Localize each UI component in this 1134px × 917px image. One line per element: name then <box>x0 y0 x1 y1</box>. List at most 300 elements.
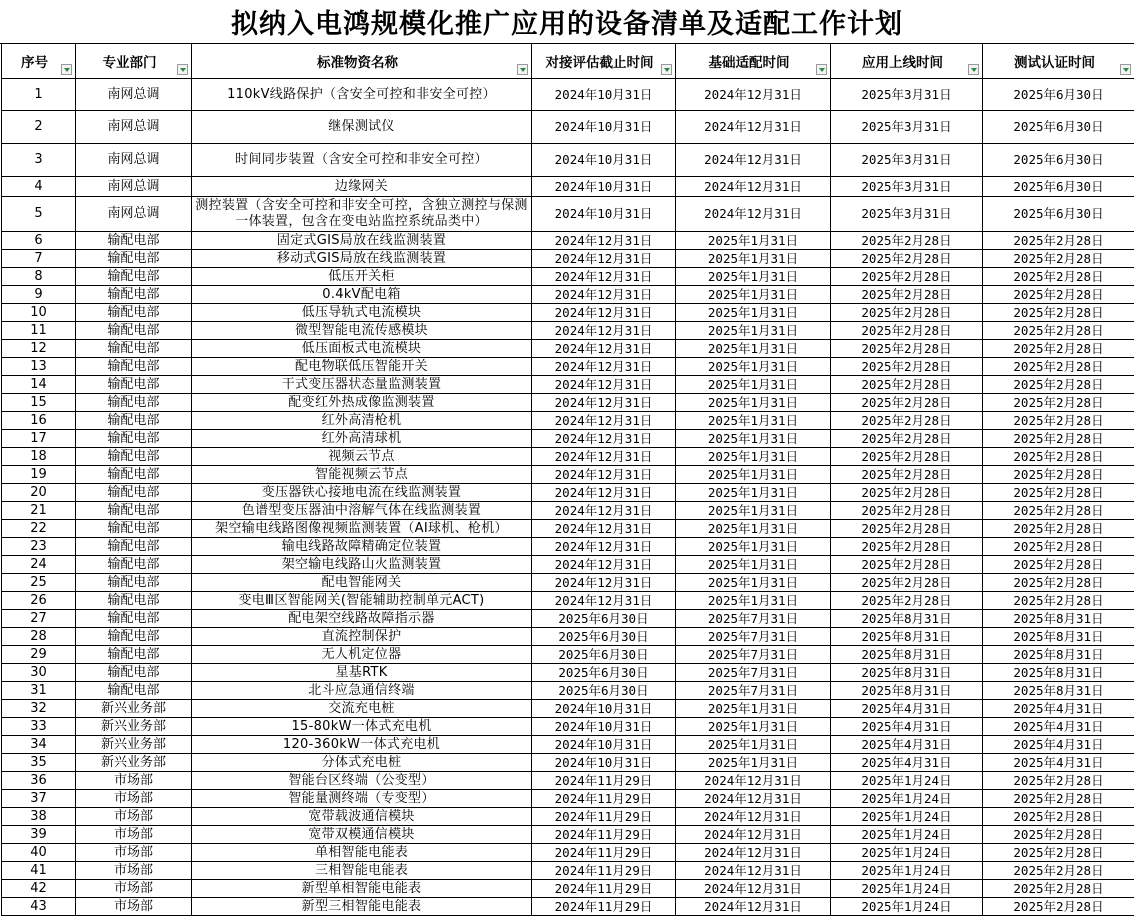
row-number-cell[interactable]: 4 <box>2 177 76 197</box>
adaptation-date-cell[interactable]: 2024年12月31日 <box>676 790 831 808</box>
row-number-cell[interactable]: 11 <box>2 322 76 340</box>
evaluation-deadline-cell[interactable]: 2024年12月31日 <box>532 268 676 286</box>
launch-date-cell[interactable]: 2025年8月31日 <box>831 610 983 628</box>
material-name-cell[interactable]: 宽带双模通信模块 <box>192 826 532 844</box>
launch-date-cell[interactable]: 2025年4月31日 <box>831 754 983 772</box>
material-name-cell[interactable]: 交流充电桩 <box>192 700 532 718</box>
row-number-cell[interactable]: 26 <box>2 592 76 610</box>
department-cell[interactable]: 输配电部 <box>76 610 192 628</box>
adaptation-date-cell[interactable]: 2025年1月31日 <box>676 754 831 772</box>
adaptation-date-cell[interactable]: 2025年7月31日 <box>676 682 831 700</box>
adaptation-date-cell[interactable]: 2025年1月31日 <box>676 394 831 412</box>
material-name-cell[interactable]: 智能量测终端（专变型） <box>192 790 532 808</box>
row-number-cell[interactable]: 34 <box>2 736 76 754</box>
adaptation-date-cell[interactable]: 2025年1月31日 <box>676 322 831 340</box>
adaptation-date-cell[interactable]: 2024年12月31日 <box>676 898 831 916</box>
adaptation-date-cell[interactable]: 2025年1月31日 <box>676 556 831 574</box>
material-name-cell[interactable]: 红外高清球机 <box>192 430 532 448</box>
evaluation-deadline-cell[interactable]: 2024年10月31日 <box>532 700 676 718</box>
material-name-cell[interactable]: 配变红外热成像监测装置 <box>192 394 532 412</box>
adaptation-date-cell[interactable]: 2025年1月31日 <box>676 466 831 484</box>
adaptation-date-cell[interactable]: 2025年7月31日 <box>676 610 831 628</box>
launch-date-cell[interactable]: 2025年2月28日 <box>831 448 983 466</box>
department-cell[interactable]: 输配电部 <box>76 340 192 358</box>
certification-date-cell[interactable]: 2025年2月28日 <box>983 412 1134 430</box>
launch-date-cell[interactable]: 2025年1月24日 <box>831 844 983 862</box>
department-cell[interactable]: 市场部 <box>76 826 192 844</box>
department-cell[interactable]: 市场部 <box>76 880 192 898</box>
row-number-cell[interactable]: 15 <box>2 394 76 412</box>
department-cell[interactable]: 市场部 <box>76 898 192 916</box>
material-name-cell[interactable]: 低压面板式电流模块 <box>192 340 532 358</box>
adaptation-date-cell[interactable]: 2025年1月31日 <box>676 232 831 250</box>
adaptation-date-cell[interactable]: 2025年1月31日 <box>676 376 831 394</box>
department-cell[interactable]: 市场部 <box>76 790 192 808</box>
evaluation-deadline-cell[interactable]: 2024年10月31日 <box>532 197 676 232</box>
department-cell[interactable]: 市场部 <box>76 772 192 790</box>
material-name-cell[interactable]: 红外高清枪机 <box>192 412 532 430</box>
adaptation-date-cell[interactable]: 2024年12月31日 <box>676 808 831 826</box>
launch-date-cell[interactable]: 2025年3月31日 <box>831 197 983 232</box>
filter-dropdown-icon[interactable] <box>61 64 72 75</box>
row-number-cell[interactable]: 25 <box>2 574 76 592</box>
launch-date-cell[interactable]: 2025年4月31日 <box>831 736 983 754</box>
certification-date-cell[interactable]: 2025年6月30日 <box>983 177 1134 197</box>
launch-date-cell[interactable]: 2025年2月28日 <box>831 538 983 556</box>
adaptation-date-cell[interactable]: 2025年1月31日 <box>676 736 831 754</box>
evaluation-deadline-cell[interactable]: 2024年11月29日 <box>532 898 676 916</box>
department-cell[interactable]: 市场部 <box>76 844 192 862</box>
evaluation-deadline-cell[interactable]: 2024年12月31日 <box>532 538 676 556</box>
evaluation-deadline-cell[interactable]: 2024年10月31日 <box>532 754 676 772</box>
evaluation-deadline-cell[interactable]: 2024年12月31日 <box>532 322 676 340</box>
adaptation-date-cell[interactable]: 2025年1月31日 <box>676 268 831 286</box>
certification-date-cell[interactable]: 2025年2月28日 <box>983 268 1134 286</box>
evaluation-deadline-cell[interactable]: 2025年6月30日 <box>532 664 676 682</box>
evaluation-deadline-cell[interactable]: 2025年6月30日 <box>532 628 676 646</box>
launch-date-cell[interactable]: 2025年2月28日 <box>831 520 983 538</box>
row-number-cell[interactable]: 28 <box>2 628 76 646</box>
certification-date-cell[interactable]: 2025年2月28日 <box>983 898 1134 916</box>
row-number-cell[interactable]: 37 <box>2 790 76 808</box>
adaptation-date-cell[interactable]: 2024年12月31日 <box>676 79 831 111</box>
department-cell[interactable]: 输配电部 <box>76 466 192 484</box>
adaptation-date-cell[interactable]: 2025年1月31日 <box>676 574 831 592</box>
evaluation-deadline-cell[interactable]: 2024年11月29日 <box>532 772 676 790</box>
row-number-cell[interactable]: 8 <box>2 268 76 286</box>
department-cell[interactable]: 输配电部 <box>76 430 192 448</box>
launch-date-cell[interactable]: 2025年8月31日 <box>831 646 983 664</box>
material-name-cell[interactable]: 新型单相智能电能表 <box>192 880 532 898</box>
certification-date-cell[interactable]: 2025年4月31日 <box>983 718 1134 736</box>
row-number-cell[interactable]: 22 <box>2 520 76 538</box>
department-cell[interactable]: 南网总调 <box>76 197 192 232</box>
launch-date-cell[interactable]: 2025年1月24日 <box>831 772 983 790</box>
certification-date-cell[interactable]: 2025年8月31日 <box>983 646 1134 664</box>
row-number-cell[interactable]: 39 <box>2 826 76 844</box>
material-name-cell[interactable]: 15-80kW一体式充电机 <box>192 718 532 736</box>
department-cell[interactable]: 新兴业务部 <box>76 736 192 754</box>
certification-date-cell[interactable]: 2025年2月28日 <box>983 538 1134 556</box>
department-cell[interactable]: 输配电部 <box>76 286 192 304</box>
evaluation-deadline-cell[interactable]: 2024年11月29日 <box>532 790 676 808</box>
evaluation-deadline-cell[interactable]: 2024年11月29日 <box>532 862 676 880</box>
certification-date-cell[interactable]: 2025年2月28日 <box>983 772 1134 790</box>
launch-date-cell[interactable]: 2025年3月31日 <box>831 111 983 144</box>
adaptation-date-cell[interactable]: 2024年12月31日 <box>676 826 831 844</box>
certification-date-cell[interactable]: 2025年2月28日 <box>983 502 1134 520</box>
adaptation-date-cell[interactable]: 2024年12月31日 <box>676 862 831 880</box>
launch-date-cell[interactable]: 2025年2月28日 <box>831 250 983 268</box>
certification-date-cell[interactable]: 2025年2月28日 <box>983 322 1134 340</box>
certification-date-cell[interactable]: 2025年2月28日 <box>983 592 1134 610</box>
evaluation-deadline-cell[interactable]: 2024年11月29日 <box>532 826 676 844</box>
material-name-cell[interactable]: 变电Ⅲ区智能网关(智能辅助控制单元ACT) <box>192 592 532 610</box>
department-cell[interactable]: 输配电部 <box>76 664 192 682</box>
row-number-cell[interactable]: 41 <box>2 862 76 880</box>
department-cell[interactable]: 输配电部 <box>76 412 192 430</box>
adaptation-date-cell[interactable]: 2025年1月31日 <box>676 250 831 268</box>
evaluation-deadline-cell[interactable]: 2024年10月31日 <box>532 177 676 197</box>
row-number-cell[interactable]: 19 <box>2 466 76 484</box>
evaluation-deadline-cell[interactable]: 2024年12月31日 <box>532 430 676 448</box>
adaptation-date-cell[interactable]: 2025年1月31日 <box>676 448 831 466</box>
adaptation-date-cell[interactable]: 2025年1月31日 <box>676 502 831 520</box>
material-name-cell[interactable]: 北斗应急通信终端 <box>192 682 532 700</box>
material-name-cell[interactable]: 干式变压器状态量监测装置 <box>192 376 532 394</box>
adaptation-date-cell[interactable]: 2025年1月31日 <box>676 286 831 304</box>
certification-date-cell[interactable]: 2025年2月28日 <box>983 574 1134 592</box>
adaptation-date-cell[interactable]: 2025年1月31日 <box>676 358 831 376</box>
launch-date-cell[interactable]: 2025年1月24日 <box>831 808 983 826</box>
row-number-cell[interactable]: 20 <box>2 484 76 502</box>
adaptation-date-cell[interactable]: 2025年7月31日 <box>676 628 831 646</box>
material-name-cell[interactable]: 架空输电线路山火监测装置 <box>192 556 532 574</box>
adaptation-date-cell[interactable]: 2024年12月31日 <box>676 197 831 232</box>
department-cell[interactable]: 南网总调 <box>76 111 192 144</box>
row-number-cell[interactable]: 10 <box>2 304 76 322</box>
certification-date-cell[interactable]: 2025年2月28日 <box>983 520 1134 538</box>
material-name-cell[interactable]: 110kV线路保护（含安全可控和非安全可控） <box>192 79 532 111</box>
launch-date-cell[interactable]: 2025年4月31日 <box>831 700 983 718</box>
certification-date-cell[interactable]: 2025年2月28日 <box>983 862 1134 880</box>
evaluation-deadline-cell[interactable]: 2024年12月31日 <box>532 340 676 358</box>
row-number-cell[interactable]: 9 <box>2 286 76 304</box>
launch-date-cell[interactable]: 2025年1月24日 <box>831 826 983 844</box>
certification-date-cell[interactable]: 2025年2月28日 <box>983 430 1134 448</box>
department-cell[interactable]: 输配电部 <box>76 250 192 268</box>
row-number-cell[interactable]: 42 <box>2 880 76 898</box>
launch-date-cell[interactable]: 2025年4月31日 <box>831 718 983 736</box>
certification-date-cell[interactable]: 2025年8月31日 <box>983 610 1134 628</box>
evaluation-deadline-cell[interactable]: 2024年12月31日 <box>532 592 676 610</box>
department-cell[interactable]: 输配电部 <box>76 574 192 592</box>
launch-date-cell[interactable]: 2025年2月28日 <box>831 286 983 304</box>
certification-date-cell[interactable]: 2025年2月28日 <box>983 844 1134 862</box>
department-cell[interactable]: 输配电部 <box>76 628 192 646</box>
material-name-cell[interactable]: 时间同步装置（含安全可控和非安全可控） <box>192 144 532 177</box>
department-cell[interactable]: 输配电部 <box>76 304 192 322</box>
launch-date-cell[interactable]: 2025年8月31日 <box>831 628 983 646</box>
material-name-cell[interactable]: 配电物联低压智能开关 <box>192 358 532 376</box>
material-name-cell[interactable]: 测控装置（含安全可控和非安全可控，含独立测控与保测一体装置，包含在变电站监控系统品类中） <box>192 197 532 232</box>
launch-date-cell[interactable]: 2025年2月28日 <box>831 304 983 322</box>
row-number-cell[interactable]: 3 <box>2 144 76 177</box>
evaluation-deadline-cell[interactable]: 2024年12月31日 <box>532 358 676 376</box>
material-name-cell[interactable]: 低压开关柜 <box>192 268 532 286</box>
launch-date-cell[interactable]: 2025年8月31日 <box>831 664 983 682</box>
department-cell[interactable]: 输配电部 <box>76 520 192 538</box>
evaluation-deadline-cell[interactable]: 2024年12月31日 <box>532 304 676 322</box>
adaptation-date-cell[interactable]: 2025年1月31日 <box>676 430 831 448</box>
certification-date-cell[interactable]: 2025年2月28日 <box>983 826 1134 844</box>
department-cell[interactable]: 输配电部 <box>76 502 192 520</box>
row-number-cell[interactable]: 5 <box>2 197 76 232</box>
evaluation-deadline-cell[interactable]: 2024年12月31日 <box>532 574 676 592</box>
adaptation-date-cell[interactable]: 2024年12月31日 <box>676 177 831 197</box>
row-number-cell[interactable]: 1 <box>2 79 76 111</box>
certification-date-cell[interactable]: 2025年2月28日 <box>983 286 1134 304</box>
certification-date-cell[interactable]: 2025年6月30日 <box>983 111 1134 144</box>
row-number-cell[interactable]: 23 <box>2 538 76 556</box>
row-number-cell[interactable]: 24 <box>2 556 76 574</box>
department-cell[interactable]: 输配电部 <box>76 556 192 574</box>
evaluation-deadline-cell[interactable]: 2025年6月30日 <box>532 646 676 664</box>
department-cell[interactable]: 输配电部 <box>76 268 192 286</box>
material-name-cell[interactable]: 输电线路故障精确定位装置 <box>192 538 532 556</box>
row-number-cell[interactable]: 12 <box>2 340 76 358</box>
filter-dropdown-icon[interactable] <box>1120 64 1131 75</box>
material-name-cell[interactable]: 直流控制保护 <box>192 628 532 646</box>
row-number-cell[interactable]: 29 <box>2 646 76 664</box>
certification-date-cell[interactable]: 2025年8月31日 <box>983 664 1134 682</box>
material-name-cell[interactable]: 移动式GIS局放在线监测装置 <box>192 250 532 268</box>
filter-dropdown-icon[interactable] <box>517 64 528 75</box>
certification-date-cell[interactable]: 2025年2月28日 <box>983 358 1134 376</box>
adaptation-date-cell[interactable]: 2025年7月31日 <box>676 646 831 664</box>
adaptation-date-cell[interactable]: 2025年1月31日 <box>676 304 831 322</box>
department-cell[interactable]: 输配电部 <box>76 322 192 340</box>
evaluation-deadline-cell[interactable]: 2024年10月31日 <box>532 718 676 736</box>
evaluation-deadline-cell[interactable]: 2024年12月31日 <box>532 376 676 394</box>
material-name-cell[interactable]: 星基RTK <box>192 664 532 682</box>
evaluation-deadline-cell[interactable]: 2024年11月29日 <box>532 844 676 862</box>
adaptation-date-cell[interactable]: 2025年1月31日 <box>676 412 831 430</box>
certification-date-cell[interactable]: 2025年8月31日 <box>983 682 1134 700</box>
material-name-cell[interactable]: 智能视频云节点 <box>192 466 532 484</box>
filter-dropdown-icon[interactable] <box>968 64 979 75</box>
department-cell[interactable]: 新兴业务部 <box>76 754 192 772</box>
department-cell[interactable]: 输配电部 <box>76 592 192 610</box>
filter-dropdown-icon[interactable] <box>816 64 827 75</box>
evaluation-deadline-cell[interactable]: 2024年11月29日 <box>532 808 676 826</box>
material-name-cell[interactable]: 边缘网关 <box>192 177 532 197</box>
launch-date-cell[interactable]: 2025年2月28日 <box>831 412 983 430</box>
launch-date-cell[interactable]: 2025年1月24日 <box>831 880 983 898</box>
evaluation-deadline-cell[interactable]: 2024年10月31日 <box>532 144 676 177</box>
launch-date-cell[interactable]: 2025年8月31日 <box>831 682 983 700</box>
launch-date-cell[interactable]: 2025年3月31日 <box>831 177 983 197</box>
row-number-cell[interactable]: 17 <box>2 430 76 448</box>
certification-date-cell[interactable]: 2025年2月28日 <box>983 466 1134 484</box>
material-name-cell[interactable]: 新型三相智能电能表 <box>192 898 532 916</box>
material-name-cell[interactable]: 架空输电线路图像视频监测装置（AI球机、枪机） <box>192 520 532 538</box>
department-cell[interactable]: 输配电部 <box>76 682 192 700</box>
material-name-cell[interactable]: 微型智能电流传感模块 <box>192 322 532 340</box>
evaluation-deadline-cell[interactable]: 2024年12月31日 <box>532 286 676 304</box>
adaptation-date-cell[interactable]: 2025年1月31日 <box>676 718 831 736</box>
launch-date-cell[interactable]: 2025年2月28日 <box>831 556 983 574</box>
evaluation-deadline-cell[interactable]: 2024年11月29日 <box>532 880 676 898</box>
launch-date-cell[interactable]: 2025年2月28日 <box>831 268 983 286</box>
row-number-cell[interactable]: 38 <box>2 808 76 826</box>
material-name-cell[interactable]: 三相智能电能表 <box>192 862 532 880</box>
material-name-cell[interactable]: 变压器铁心接地电流在线监测装置 <box>192 484 532 502</box>
certification-date-cell[interactable]: 2025年2月28日 <box>983 880 1134 898</box>
department-cell[interactable]: 输配电部 <box>76 394 192 412</box>
material-name-cell[interactable]: 单相智能电能表 <box>192 844 532 862</box>
evaluation-deadline-cell[interactable]: 2024年12月31日 <box>532 448 676 466</box>
certification-date-cell[interactable]: 2025年2月28日 <box>983 250 1134 268</box>
certification-date-cell[interactable]: 2025年2月28日 <box>983 376 1134 394</box>
adaptation-date-cell[interactable]: 2025年7月31日 <box>676 664 831 682</box>
material-name-cell[interactable]: 宽带载波通信模块 <box>192 808 532 826</box>
certification-date-cell[interactable]: 2025年4月31日 <box>983 700 1134 718</box>
certification-date-cell[interactable]: 2025年2月28日 <box>983 448 1134 466</box>
launch-date-cell[interactable]: 2025年2月28日 <box>831 502 983 520</box>
department-cell[interactable]: 南网总调 <box>76 144 192 177</box>
department-cell[interactable]: 市场部 <box>76 862 192 880</box>
material-name-cell[interactable]: 配电架空线路故障指示器 <box>192 610 532 628</box>
certification-date-cell[interactable]: 2025年6月30日 <box>983 79 1134 111</box>
launch-date-cell[interactable]: 2025年3月31日 <box>831 144 983 177</box>
row-number-cell[interactable]: 43 <box>2 898 76 916</box>
adaptation-date-cell[interactable]: 2025年1月31日 <box>676 340 831 358</box>
evaluation-deadline-cell[interactable]: 2024年10月31日 <box>532 111 676 144</box>
certification-date-cell[interactable]: 2025年6月30日 <box>983 197 1134 232</box>
launch-date-cell[interactable]: 2025年1月24日 <box>831 790 983 808</box>
adaptation-date-cell[interactable]: 2024年12月31日 <box>676 844 831 862</box>
row-number-cell[interactable]: 2 <box>2 111 76 144</box>
row-number-cell[interactable]: 32 <box>2 700 76 718</box>
launch-date-cell[interactable]: 2025年2月28日 <box>831 376 983 394</box>
evaluation-deadline-cell[interactable]: 2024年12月31日 <box>532 394 676 412</box>
department-cell[interactable]: 输配电部 <box>76 484 192 502</box>
evaluation-deadline-cell[interactable]: 2024年12月31日 <box>532 556 676 574</box>
certification-date-cell[interactable]: 2025年2月28日 <box>983 340 1134 358</box>
row-number-cell[interactable]: 6 <box>2 232 76 250</box>
department-cell[interactable]: 南网总调 <box>76 177 192 197</box>
row-number-cell[interactable]: 35 <box>2 754 76 772</box>
launch-date-cell[interactable]: 2025年2月28日 <box>831 322 983 340</box>
row-number-cell[interactable]: 36 <box>2 772 76 790</box>
evaluation-deadline-cell[interactable]: 2024年12月31日 <box>532 412 676 430</box>
certification-date-cell[interactable]: 2025年4月31日 <box>983 754 1134 772</box>
material-name-cell[interactable]: 分体式充电桩 <box>192 754 532 772</box>
adaptation-date-cell[interactable]: 2025年1月31日 <box>676 700 831 718</box>
evaluation-deadline-cell[interactable]: 2024年10月31日 <box>532 736 676 754</box>
material-name-cell[interactable]: 色谱型变压器油中溶解气体在线监测装置 <box>192 502 532 520</box>
department-cell[interactable]: 市场部 <box>76 808 192 826</box>
row-number-cell[interactable]: 14 <box>2 376 76 394</box>
department-cell[interactable]: 新兴业务部 <box>76 718 192 736</box>
filter-dropdown-icon[interactable] <box>661 64 672 75</box>
row-number-cell[interactable]: 21 <box>2 502 76 520</box>
material-name-cell[interactable]: 继保测试仪 <box>192 111 532 144</box>
launch-date-cell[interactable]: 2025年2月28日 <box>831 232 983 250</box>
launch-date-cell[interactable]: 2025年2月28日 <box>831 466 983 484</box>
evaluation-deadline-cell[interactable]: 2024年12月31日 <box>532 250 676 268</box>
material-name-cell[interactable]: 智能台区终端（公变型） <box>192 772 532 790</box>
launch-date-cell[interactable]: 2025年2月28日 <box>831 574 983 592</box>
adaptation-date-cell[interactable]: 2025年1月31日 <box>676 592 831 610</box>
material-name-cell[interactable]: 固定式GIS局放在线监测装置 <box>192 232 532 250</box>
row-number-cell[interactable]: 33 <box>2 718 76 736</box>
certification-date-cell[interactable]: 2025年2月28日 <box>983 808 1134 826</box>
launch-date-cell[interactable]: 2025年2月28日 <box>831 430 983 448</box>
certification-date-cell[interactable]: 2025年2月28日 <box>983 556 1134 574</box>
material-name-cell[interactable]: 低压导轨式电流模块 <box>192 304 532 322</box>
certification-date-cell[interactable]: 2025年2月28日 <box>983 304 1134 322</box>
evaluation-deadline-cell[interactable]: 2024年12月31日 <box>532 520 676 538</box>
certification-date-cell[interactable]: 2025年2月28日 <box>983 790 1134 808</box>
certification-date-cell[interactable]: 2025年2月28日 <box>983 484 1134 502</box>
department-cell[interactable]: 输配电部 <box>76 538 192 556</box>
department-cell[interactable]: 输配电部 <box>76 358 192 376</box>
adaptation-date-cell[interactable]: 2024年12月31日 <box>676 111 831 144</box>
evaluation-deadline-cell[interactable]: 2025年6月30日 <box>532 610 676 628</box>
department-cell[interactable]: 输配电部 <box>76 376 192 394</box>
evaluation-deadline-cell[interactable]: 2024年12月31日 <box>532 502 676 520</box>
adaptation-date-cell[interactable]: 2024年12月31日 <box>676 880 831 898</box>
material-name-cell[interactable]: 配电智能网关 <box>192 574 532 592</box>
row-number-cell[interactable]: 27 <box>2 610 76 628</box>
department-cell[interactable]: 输配电部 <box>76 232 192 250</box>
filter-dropdown-icon[interactable] <box>177 64 188 75</box>
launch-date-cell[interactable]: 2025年1月24日 <box>831 862 983 880</box>
row-number-cell[interactable]: 7 <box>2 250 76 268</box>
department-cell[interactable]: 新兴业务部 <box>76 700 192 718</box>
certification-date-cell[interactable]: 2025年2月28日 <box>983 394 1134 412</box>
material-name-cell[interactable]: 0.4kV配电箱 <box>192 286 532 304</box>
certification-date-cell[interactable]: 2025年2月28日 <box>983 232 1134 250</box>
certification-date-cell[interactable]: 2025年6月30日 <box>983 144 1134 177</box>
evaluation-deadline-cell[interactable]: 2024年10月31日 <box>532 79 676 111</box>
row-number-cell[interactable]: 30 <box>2 664 76 682</box>
launch-date-cell[interactable]: 2025年1月24日 <box>831 898 983 916</box>
evaluation-deadline-cell[interactable]: 2025年6月30日 <box>532 682 676 700</box>
department-cell[interactable]: 输配电部 <box>76 448 192 466</box>
certification-date-cell[interactable]: 2025年4月31日 <box>983 736 1134 754</box>
material-name-cell[interactable]: 120-360kW一体式充电机 <box>192 736 532 754</box>
launch-date-cell[interactable]: 2025年2月28日 <box>831 484 983 502</box>
launch-date-cell[interactable]: 2025年2月28日 <box>831 340 983 358</box>
launch-date-cell[interactable]: 2025年3月31日 <box>831 79 983 111</box>
adaptation-date-cell[interactable]: 2024年12月31日 <box>676 772 831 790</box>
launch-date-cell[interactable]: 2025年2月28日 <box>831 592 983 610</box>
row-number-cell[interactable]: 40 <box>2 844 76 862</box>
material-name-cell[interactable]: 无人机定位器 <box>192 646 532 664</box>
row-number-cell[interactable]: 16 <box>2 412 76 430</box>
evaluation-deadline-cell[interactable]: 2024年12月31日 <box>532 466 676 484</box>
adaptation-date-cell[interactable]: 2025年1月31日 <box>676 484 831 502</box>
evaluation-deadline-cell[interactable]: 2024年12月31日 <box>532 484 676 502</box>
adaptation-date-cell[interactable]: 2024年12月31日 <box>676 144 831 177</box>
row-number-cell[interactable]: 13 <box>2 358 76 376</box>
row-number-cell[interactable]: 18 <box>2 448 76 466</box>
launch-date-cell[interactable]: 2025年2月28日 <box>831 394 983 412</box>
adaptation-date-cell[interactable]: 2025年1月31日 <box>676 538 831 556</box>
